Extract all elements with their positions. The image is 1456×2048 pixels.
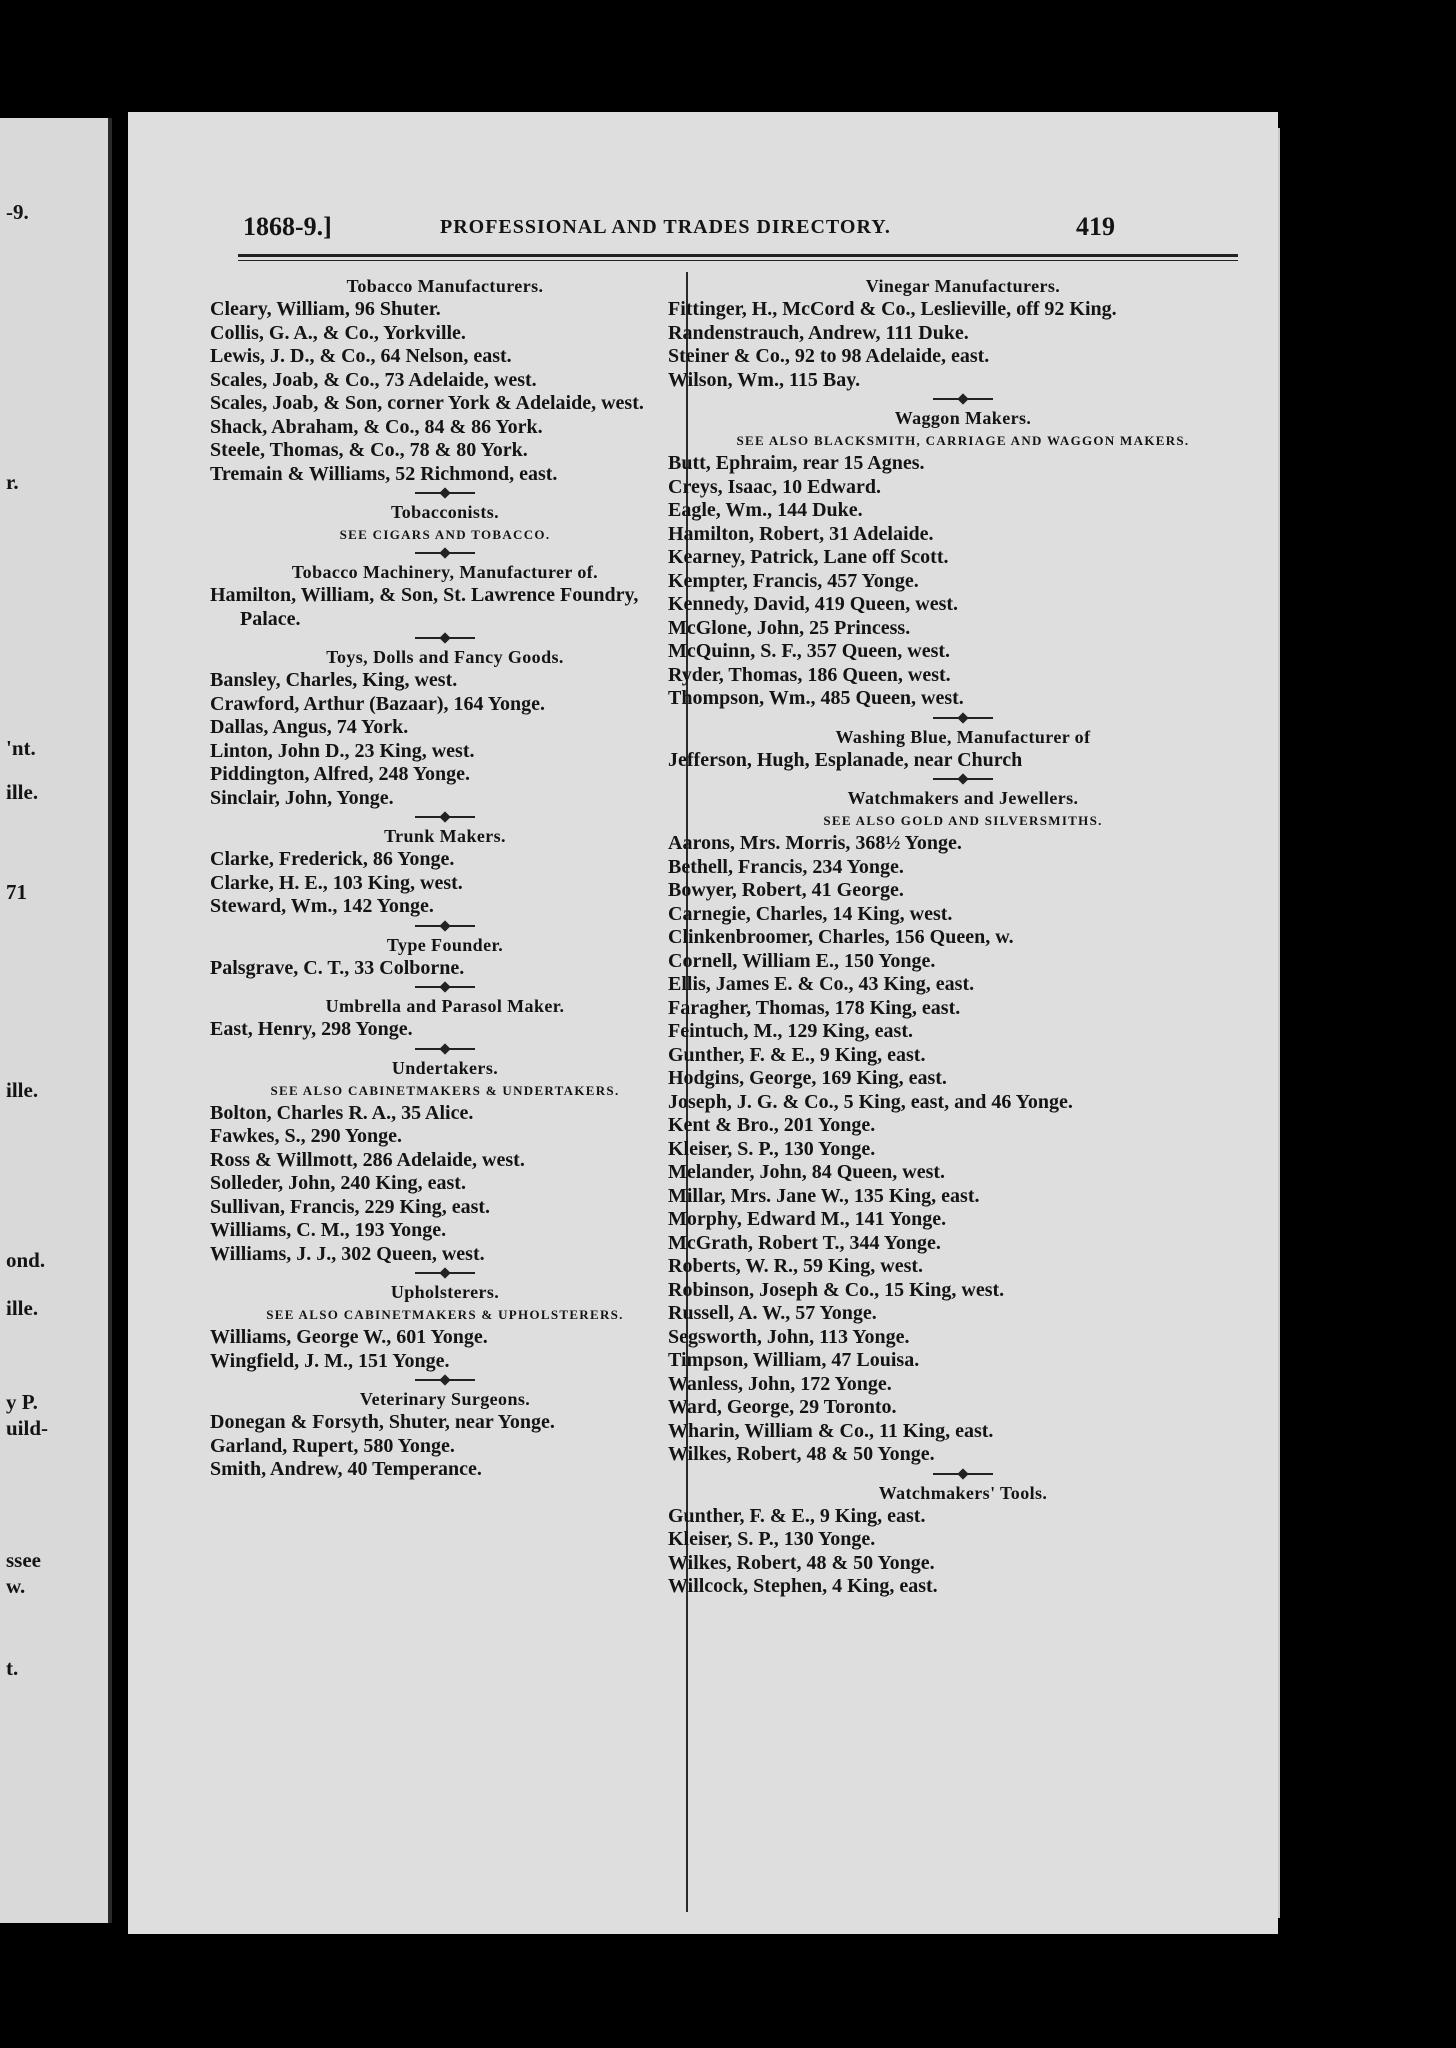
directory-entry: Scales, Joab, & Co., 73 Adelaide, west. [210, 368, 537, 391]
section-separator [415, 986, 475, 988]
header-rule [238, 254, 1238, 257]
directory-entry: Gunther, F. & E., 9 King, east. [668, 1504, 926, 1527]
left-page-text: ille. [6, 1078, 39, 1102]
section-heading: Type Founder. [386, 934, 504, 955]
section-separator [415, 1379, 475, 1381]
directory-entry: Butt, Ephraim, rear 15 Agnes. [668, 452, 925, 474]
see-also-note: SEE CIGARS AND TOBACCO. [339, 527, 551, 542]
directory-entry: Millar, Mrs. Jane W., 135 King, east. [668, 1184, 980, 1207]
directory-section [210, 994, 680, 1042]
directory-entry: Solleder, John, 240 King, east. [210, 1172, 466, 1194]
directory-entry: Melander, John, 84 Queen, west. [668, 1161, 946, 1183]
directory-entry: Creys, Isaac, 10 Edward. [668, 475, 881, 498]
section-heading: Washing Blue, Manufacturer of [835, 726, 1091, 747]
directory-entry: Dallas, Angus, 74 York. [210, 716, 409, 738]
section-separator [415, 1048, 475, 1050]
directory-entry: Randenstrauch, Andrew, 111 Duke. [668, 321, 969, 344]
directory-entry: Wilkes, Robert, 48 & 50 Yonge. [668, 1551, 935, 1574]
directory-entry: Steiner & Co., 92 to 98 Adelaide, east. [668, 345, 990, 367]
see-also-note: SEE ALSO CABINETMAKERS & UPHOLSTERERS. [266, 1307, 624, 1322]
directory-entry: Tremain & Williams, 52 Richmond, east. [210, 462, 558, 485]
section-heading: Watchmakers' Tools. [878, 1482, 1048, 1503]
directory-entry: Eagle, Wm., 144 Duke. [668, 499, 863, 521]
left-column [210, 272, 680, 1482]
section-separator [933, 778, 993, 780]
right-column [668, 272, 1258, 1599]
directory-section [668, 1481, 1258, 1599]
directory-section [210, 560, 680, 631]
section-heading: Upholsterers. [390, 1282, 500, 1302]
section-heading: Tobacco Machinery, Manufacturer of. [291, 562, 599, 582]
directory-entry: Lewis, J. D., & Co., 64 Nelson, east. [210, 345, 512, 367]
section-separator [933, 717, 993, 719]
directory-entry: Kennedy, David, 419 Queen, west. [668, 593, 959, 615]
directory-section [210, 645, 680, 810]
directory-entry: Ross & Willmott, 286 Adelaide, west. [210, 1148, 525, 1171]
section-heading: Veterinary Surgeons. [359, 1389, 531, 1409]
directory-entry: Sullivan, Francis, 229 King, east. [210, 1195, 491, 1218]
directory-entry: Kleiser, S. P., 130 Yonge. [668, 1528, 876, 1550]
left-page-text: -9. [6, 200, 29, 224]
directory-entry: Palsgrave, C. T., 33 Colborne. [210, 956, 465, 979]
section-heading: Trunk Makers. [384, 826, 506, 846]
see-also-note: SEE ALSO CABINETMAKERS & UNDERTAKERS. [270, 1082, 620, 1098]
directory-entry: Ryder, Thomas, 186 Queen, west. [668, 663, 951, 686]
section-separator [415, 552, 475, 554]
directory-page [128, 112, 1278, 1934]
section-separator [415, 1272, 475, 1274]
directory-entry: Fawkes, S., 290 Yonge. [210, 1125, 403, 1147]
section-heading: Tobacconists. [390, 502, 500, 522]
directory-entry: Wharin, William & Co., 11 King, east. [668, 1419, 994, 1442]
section-heading: Tobacco Manufacturers. [346, 276, 544, 296]
directory-entry: Hamilton, William, & Son, St. Lawrence Foundry, Palace. [210, 584, 639, 630]
section-heading: Waggon Makers. [894, 408, 1032, 428]
section-separator [933, 398, 993, 400]
directory-entry: Timpson, William, 47 Louisa. [668, 1349, 920, 1371]
section-heading: Watchmakers and Jewellers. [847, 788, 1079, 808]
directory-section [668, 406, 1258, 711]
page-number: 419 [1076, 212, 1115, 241]
left-page-text: ssee [6, 1548, 41, 1572]
directory-section [210, 500, 680, 546]
directory-entry: Kearney, Patrick, Lane off Scott. [668, 546, 949, 568]
directory-entry: Feintuch, M., 129 King, east. [668, 1020, 913, 1042]
directory-section [210, 274, 680, 486]
directory-entry: Bethell, Francis, 234 Yonge. [668, 855, 904, 878]
directory-section [668, 786, 1258, 1467]
section-heading: Undertakers. [391, 1057, 499, 1078]
section-separator [415, 925, 475, 927]
directory-entry: East, Henry, 298 Yonge. [210, 1018, 413, 1040]
directory-entry: Clinkenbroomer, Charles, 156 Queen, w. [668, 926, 1014, 948]
section-separator [415, 492, 475, 494]
directory-section [210, 1056, 680, 1267]
directory-entry: Cornell, William E., 150 Yonge. [668, 949, 936, 972]
directory-entry: Hodgins, George, 169 King, east. [668, 1067, 947, 1089]
directory-entry: Piddington, Alfred, 248 Yonge. [210, 763, 471, 785]
directory-entry: Morphy, Edward M., 141 Yonge. [668, 1208, 947, 1230]
directory-entry: Joseph, J. G. & Co., 5 King, east, and 46 Yonge. [668, 1090, 1073, 1113]
directory-entry: Kleiser, S. P., 130 Yonge. [668, 1137, 876, 1160]
directory-entry: Clarke, Frederick, 86 Yonge. [210, 848, 455, 870]
directory-entry: Williams, George W., 601 Yonge. [210, 1326, 488, 1348]
directory-entry: Aarons, Mrs. Morris, 368½ Yonge. [668, 832, 962, 854]
directory-entry: Hamilton, Robert, 31 Adelaide. [668, 522, 934, 545]
directory-section [210, 933, 680, 981]
section-separator [933, 1473, 993, 1475]
directory-entry: McGlone, John, 25 Princess. [668, 616, 911, 639]
see-also-note: SEE ALSO BLACKSMITH, CARRIAGE AND WAGGON MAKERS. [736, 433, 1190, 448]
directory-entry: Fittinger, H., McCord & Co., Leslieville, off 92 King. [668, 298, 1117, 320]
directory-entry: Donegan & Forsyth, Shuter, near Yonge. [210, 1411, 555, 1433]
directory-entry: Ward, George, 29 Toronto. [668, 1396, 897, 1418]
directory-entry: Bolton, Charles R. A., 35 Alice. [210, 1101, 474, 1124]
directory-section [668, 725, 1258, 773]
directory-entry: Ellis, James E. & Co., 43 King, east. [668, 973, 975, 995]
directory-entry: Scales, Joab, & Son, corner York & Adelaide, west. [210, 392, 644, 414]
directory-entry: McQuinn, S. F., 357 Queen, west. [668, 640, 951, 662]
directory-entry: Jefferson, Hugh, Esplanade, near Church [668, 748, 1023, 771]
directory-entry: Roberts, W. R., 59 King, west. [668, 1255, 924, 1277]
left-page-text: uild- [6, 1416, 49, 1440]
directory-entry: Williams, C. M., 193 Yonge. [210, 1219, 447, 1241]
directory-entry: Faragher, Thomas, 178 King, east. [668, 996, 961, 1019]
directory-entry: Clarke, H. E., 103 King, west. [210, 871, 463, 894]
left-page-fragment [0, 118, 112, 1923]
directory-entry: Bowyer, Robert, 41 George. [668, 879, 904, 901]
directory-entry: Shack, Abraham, & Co., 84 & 86 York. [210, 415, 543, 438]
section-heading: Toys, Dolls and Fancy Goods. [326, 647, 564, 667]
section-separator [415, 637, 475, 639]
directory-entry: Wilson, Wm., 115 Bay. [668, 368, 861, 391]
header-title: PROFESSIONAL AND TRADES DIRECTORY. [440, 216, 891, 238]
directory-entry: Bansley, Charles, King, west. [210, 669, 458, 691]
directory-entry: Williams, J. J., 302 Queen, west. [210, 1242, 485, 1265]
directory-entry: Collis, G. A., & Co., Yorkville. [210, 321, 466, 344]
directory-entry: Steele, Thomas, & Co., 78 & 80 York. [210, 439, 528, 461]
left-page-text: ille. [6, 1296, 39, 1320]
directory-entry: McGrath, Robert T., 344 Yonge. [668, 1231, 941, 1254]
left-page-text: ond. [6, 1248, 46, 1272]
left-page-text: r. [6, 470, 19, 494]
directory-section [210, 824, 680, 919]
directory-entry: Wilkes, Robert, 48 & 50 Yonge. [668, 1443, 935, 1465]
section-heading: Umbrella and Parasol Maker. [325, 996, 565, 1016]
directory-entry: Crawford, Arthur (Bazaar), 164 Yonge. [210, 692, 545, 715]
directory-entry: Kempter, Francis, 457 Yonge. [668, 569, 919, 592]
directory-entry: Linton, John D., 23 King, west. [210, 739, 475, 762]
directory-entry: Sinclair, John, Yonge. [210, 786, 394, 809]
left-page-text: 'nt. [6, 736, 36, 760]
left-page-text: y P. [6, 1390, 38, 1414]
directory-section [210, 1280, 680, 1373]
left-page-edge [108, 118, 112, 1923]
section-separator [415, 816, 475, 818]
directory-entry: Wingfield, J. M., 151 Yonge. [210, 1349, 450, 1372]
directory-entry: Russell, A. W., 57 Yonge. [668, 1302, 877, 1324]
left-page-text: w. [6, 1574, 26, 1598]
directory-entry: Wanless, John, 172 Yonge. [668, 1372, 892, 1395]
directory-entry: Robinson, Joseph & Co., 15 King, west. [668, 1278, 1005, 1301]
header-year: 1868-9.] [243, 212, 332, 241]
directory-entry: Carnegie, Charles, 14 King, west. [668, 902, 953, 925]
directory-entry: Willcock, Stephen, 4 King, east. [668, 1575, 938, 1597]
directory-section [668, 274, 1258, 392]
directory-entry: Thompson, Wm., 485 Queen, west. [668, 687, 964, 709]
directory-entry: Cleary, William, 96 Shuter. [210, 298, 441, 320]
directory-entry: Steward, Wm., 142 Yonge. [210, 895, 434, 917]
directory-entry: Garland, Rupert, 580 Yonge. [210, 1434, 455, 1457]
directory-entry: Segsworth, John, 113 Yonge. [668, 1325, 910, 1348]
see-also-note: SEE ALSO GOLD AND SILVERSMITHS. [823, 813, 1103, 828]
header-rule [238, 260, 1238, 261]
section-heading: Vinegar Manufacturers. [865, 276, 1061, 296]
directory-entry: Smith, Andrew, 40 Temperance. [210, 1458, 482, 1480]
left-page-text: ille. [6, 780, 39, 804]
left-page-text: 71 [6, 880, 27, 904]
directory-section [210, 1387, 680, 1482]
directory-entry: Kent & Bro., 201 Yonge. [668, 1114, 876, 1136]
directory-entry: Gunther, F. & E., 9 King, east. [668, 1043, 926, 1066]
left-page-text: t. [6, 1656, 19, 1680]
